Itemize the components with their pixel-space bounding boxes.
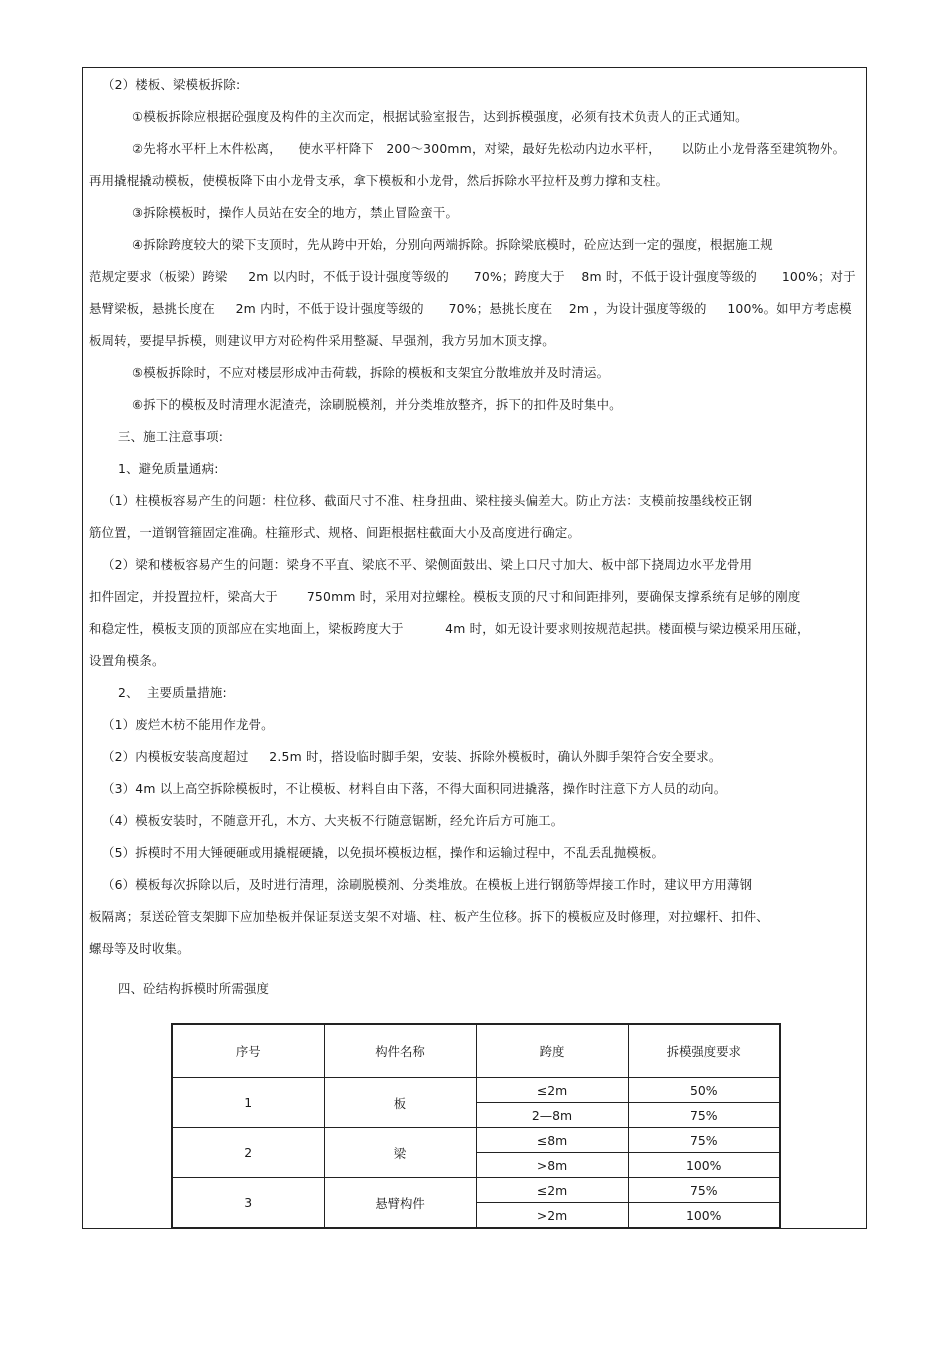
para-line: （4）模板安装时，不随意开孔，木方、大夹板不行随意锯断，经允许后方可施工。 [102,813,564,828]
cell-no: 2 [172,1128,324,1178]
para-line: 板隔离；泵送砼管支架脚下应加垫板并保证泵送支架不对墙、柱、板产生位移。拆下的模板应及时修理，对拉螺杆、扣件、 [89,909,769,924]
para-line: ④拆除跨度较大的梁下支顶时，先从跨中开始，分别向两端拆除。拆除梁底模时，砼应达到一定的强度，根据施工规 [132,237,773,252]
para-line: （2）梁和楼板容易产生的问题：梁身不平直、梁底不平、梁侧面鼓出、梁上口尺寸加大、板中部下挠周边水平龙骨用 [102,557,753,572]
para-line: 和稳定性，模板支顶的顶部应在实地面上，梁板跨度大于 4m 时，如无设计要求则按规范起拱。楼面模与梁边模采用压碰， [89,621,810,636]
para-line: 筋位置，一道钢管箍固定准确。柱箍形式、规格、间距根据柱截面大小及高度进行确定。 [89,525,581,540]
cell-strength: 75% [628,1103,780,1128]
table-row [172,1128,780,1153]
cell-strength: 100% [628,1203,780,1229]
table-header-row [172,1024,780,1078]
section-heading: 四、砼结构拆模时所需强度 [118,981,270,996]
strength-table [171,1023,781,1229]
para-line: ⑤模板拆除时，不应对楼层形成冲击荷载，拆除的模板和支架宜分散堆放并及时清运。 [132,365,610,380]
para-line: （5）拆模时不用大锤硬砸或用撬棍硬撬，以免损坏模板边框，操作和运输过程中，不乱丢乱抛模板。 [102,845,665,860]
para-line: （1）废烂木枋不能用作龙骨。 [102,717,274,732]
cell-span: ≤2m [476,1078,628,1103]
cell-span: >8m [476,1153,628,1178]
cell-span: ≤2m [476,1178,628,1203]
para-line: 再用撬棍撬动模板，使模板降下由小龙骨支承，拿下模板和小龙骨，然后拆除水平拉杆及剪力撑和支柱。 [89,173,669,188]
table-row [172,1078,780,1103]
para-line: （6）模板每次拆除以后，及时进行清理，涂刷脱模剂、分类堆放。在模板上进行钢筋等焊接工作时，建议甲方用薄钢 [102,877,753,892]
para-line: ②先将水平杆上木件松离， 使水平杆降下 200～300mm，对梁，最好先松动内边水平杆， 以防止小龙骨落至建筑物外。 [132,141,846,156]
header-cell: 序号 [172,1024,324,1078]
table-row [172,1178,780,1203]
para-line: 范规定要求（板梁）跨梁 2m 以内时，不低于设计强度等级的 70%；跨度大于 8m 时，不低于设计强度等级的 100%；对于 [89,269,856,284]
header-cell: 构件名称 [324,1024,476,1078]
para-line: （2）楼板、梁模板拆除: [102,77,241,92]
para-line: ③拆除模板时，操作人员站在安全的地方，禁止冒险蛮干。 [132,205,459,220]
cell-strength: 75% [628,1128,780,1153]
header-cell: 跨度 [476,1024,628,1078]
cell-name: 板 [324,1078,476,1128]
para-line: 螺母等及时收集。 [89,941,190,956]
cell-span: >2m [476,1203,628,1229]
cell-no: 1 [172,1078,324,1128]
subsection-heading: 1、避免质量通病: [118,461,219,476]
para-line: 扣件固定，并投置拉杆，梁高大于 750mm 时，采用对拉螺栓。模板支顶的尺寸和间距排列，要确保支撑系统有足够的刚度 [89,589,801,604]
header-cell: 拆模强度要求 [628,1024,780,1078]
cell-no: 3 [172,1178,324,1229]
para-line: 设置角模条。 [89,653,165,668]
cell-name: 悬臂构件 [324,1178,476,1229]
para-line: 悬臂梁板，悬挑长度在 2m 内时，不低于设计强度等级的 70%；悬挑长度在 2m ，为设计强度等级的 100%。如甲方考虑模 [89,301,852,316]
cell-span: 2—8m [476,1103,628,1128]
para-line: （3）4m 以上高空拆除模板时，不让模板、材料自由下落，不得大面积同进撬落，操作时注意下方人员的动向。 [102,781,727,796]
cell-strength: 100% [628,1153,780,1178]
cell-name: 梁 [324,1128,476,1178]
subsection-heading: 2、 主要质量措施: [118,685,227,700]
cell-strength: 75% [628,1178,780,1203]
para-line: 板周转，要提早拆模，则建议甲方对砼构件采用整凝、早强剂，我方另加木顶支撑。 [89,333,555,348]
para-line: ①模板拆除应根据砼强度及构件的主次而定，根据试验室报告，达到拆模强度，必须有技术负责人的正式通知。 [132,109,748,124]
section-heading: 三、施工注意事项: [118,429,224,444]
para-line: （2）内模板安装高度超过 2.5m 时，搭设临时脚手架，安装、拆除外模板时，确认外脚手架符合安全要求。 [102,749,722,764]
cell-span: ≤8m [476,1128,628,1153]
para-line: （1）柱模板容易产生的问题：柱位移、截面尺寸不准、柱身扭曲、梁柱接头偏差大。防止方法：支模前按墨线校正钢 [102,493,753,508]
cell-strength: 50% [628,1078,780,1103]
para-line: ⑥拆下的模板及时清理水泥渣壳，涂刷脱模剂，并分类堆放整齐，拆下的扣件及时集中。 [132,397,622,412]
